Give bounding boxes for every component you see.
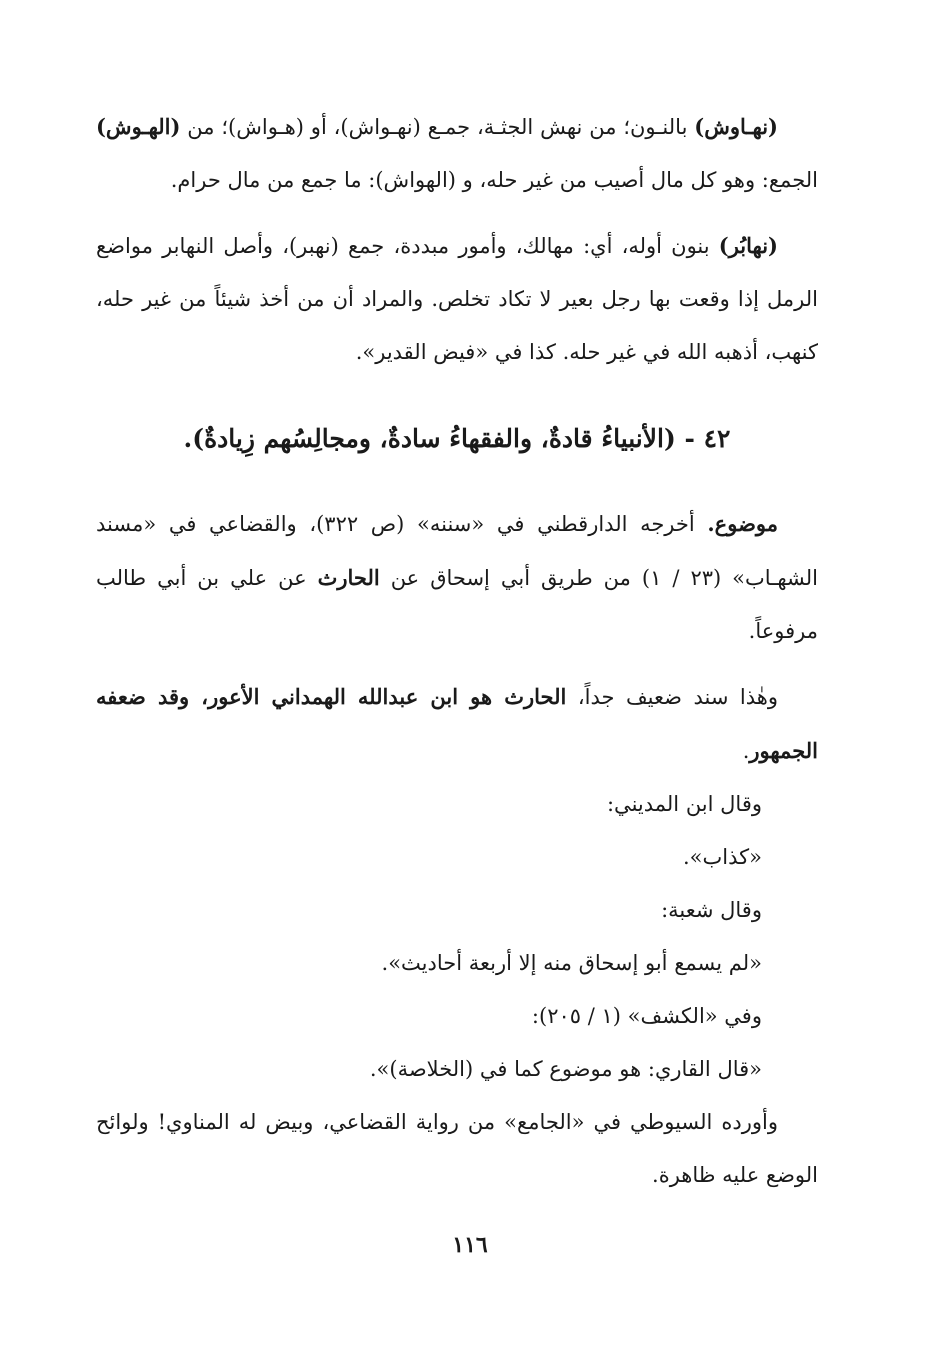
term-hawsh: (الهـوش) (96, 114, 181, 139)
isnad-bold-text: الحارث هو ابن عبدالله الهمداني الأعور، وقد ضعفه الجمهور (96, 684, 818, 763)
term-nahawish: (نهـاوش) (694, 114, 778, 139)
isnad-text: وهٰذا سند ضعيف جداً، (566, 685, 778, 709)
entry-nahabir (96, 219, 818, 379)
isnad-end: . (742, 739, 750, 763)
grading-text-2: عن علي بن أبي طالب مرفوعاً. (96, 566, 818, 643)
entry-nahabir-text: بنون أوله، أي: مهالك، وأمور مبددة، جمع (نهبر)، وأصل النهابر مواضع الرمل إذا وقعت بها رجل بعير لا تكاد تخلص. والمراد أن من أخذ شيئاً من غير حله، كنهب، أذهبه الله في غير حله. كذا في «فيض القدير». (96, 234, 818, 364)
ibn-madini-quote: «كذاب». (683, 845, 762, 869)
term-nahabir: (نهابُر) (718, 233, 778, 258)
entry-nahawish-text-2: الجمع: وهو كل مال أصيب من غير حله، و (الهواش): ما جمع من مال حرام. (170, 168, 818, 192)
entry-nahawish-text: بالنـون؛ من نهش الجثـة، جمـع (نهـواش)، أو (هـواش)؛ من (180, 115, 695, 139)
shuba-quote: «لم يسمع أبو إسحاق منه إلا أربعة أحاديث». (381, 951, 762, 975)
grading-paragraph (96, 497, 818, 658)
isnad-paragraph (96, 670, 818, 778)
hadith-heading: ٤٢ - (الأنبياءُ قادةٌ، والفقهاءُ سادةٌ، ومجالِسُهم زِيادةٌ). (183, 424, 731, 453)
ibn-madini-intro: وقال ابن المديني: (606, 792, 762, 816)
conclusion-paragraph: وأورده السيوطي في «الجامع» من رواية القضاعي، وبيض له المناوي! ولوائح الوضع عليه ظاهرة. (96, 1110, 818, 1187)
shuba-intro: وقال شعبة: (661, 898, 762, 922)
entry-nahawish (96, 100, 818, 207)
page-body (96, 100, 818, 1202)
narrator-name: الحارث (317, 565, 380, 590)
kashf-intro: وفي «الكشف» (١ / ٢٠٥): (531, 1004, 762, 1028)
kashf-quote: «قال القاري: هو موضوع كما في (الخلاصة)». (369, 1057, 762, 1081)
page-number: ١١٦ (452, 1232, 488, 1258)
grading-text: أخرجه الدارقطني في «سننه» (ص ٣٢٢)، والقضاعي في «مسند الشهـاب» (٢٣ / ١) من طريق أبي إسحاق عن (96, 512, 818, 590)
grading-label: موضوع. (707, 511, 778, 536)
